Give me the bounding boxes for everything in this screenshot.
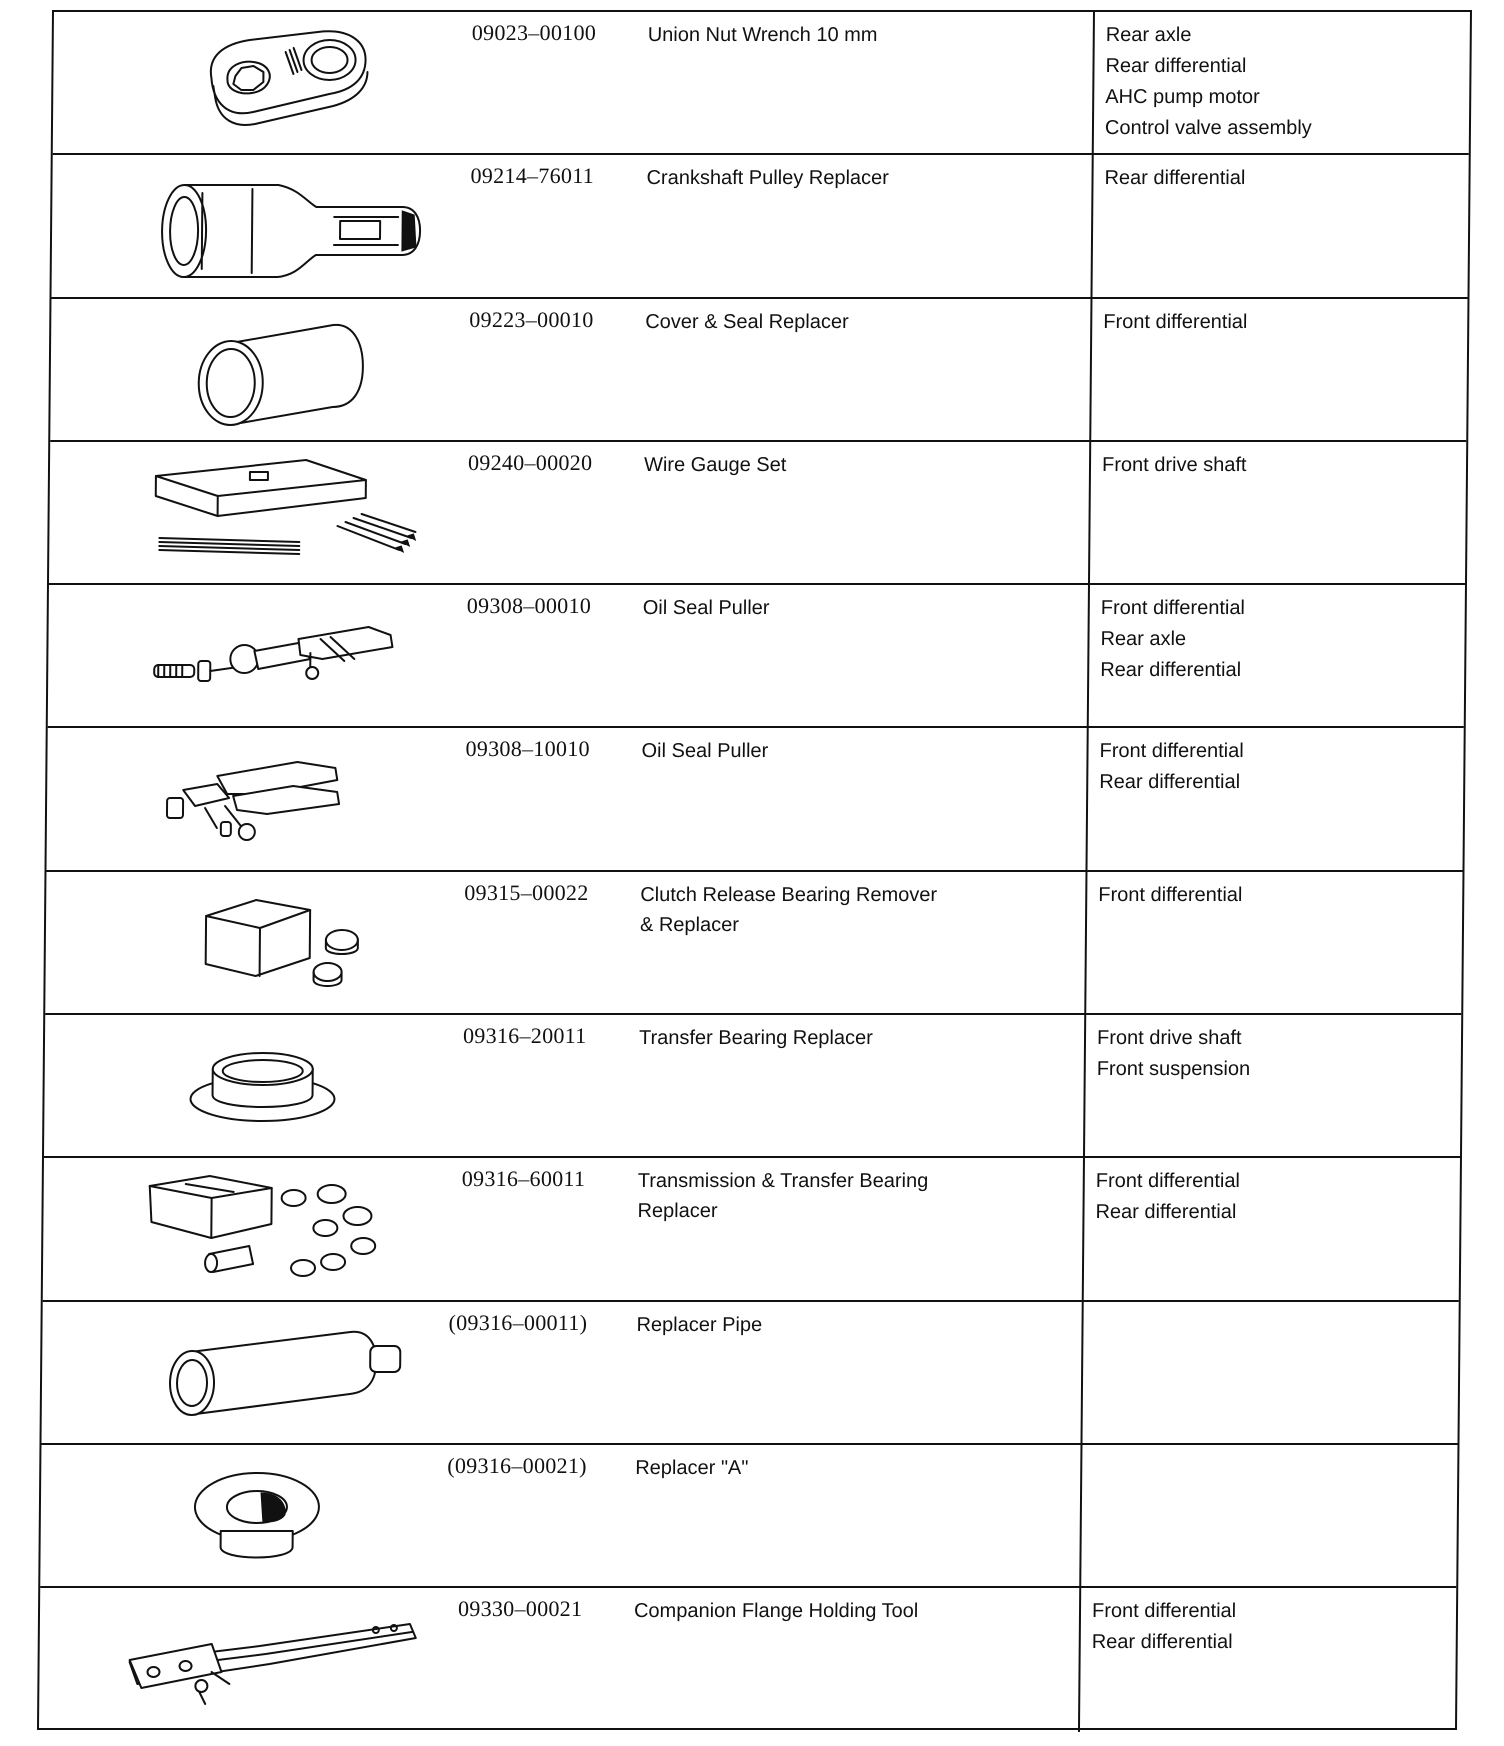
- part-name-line: Companion Flange Holding Tool: [633, 1600, 919, 1623]
- part-number: 09316–20011: [462, 1023, 587, 1049]
- part-name-line: Transfer Bearing Replacer: [638, 1027, 873, 1050]
- column-divider: [1092, 12, 1095, 153]
- part-name-line: & Replacer: [639, 913, 740, 936]
- part-name-line: Replacer Pipe: [636, 1313, 763, 1336]
- part-number: (09316–00011): [448, 1309, 588, 1335]
- wire-gauge-set-icon: [99, 446, 430, 580]
- part-name-line: Oil Seal Puller: [641, 740, 769, 763]
- cover-seal-replacer-icon: [100, 303, 431, 437]
- part-name-line: Oil Seal Puller: [642, 597, 770, 620]
- table-row: [43, 1158, 1460, 1301]
- application-item: Front drive shaft: [1101, 453, 1247, 476]
- clutch-release-bearing-kit-icon: [95, 876, 426, 1010]
- applications-list: [1102, 450, 1452, 481]
- part-name: [640, 880, 1041, 940]
- applications-list: [1105, 20, 1456, 144]
- application-item: Front differential: [1100, 597, 1246, 620]
- oil-seal-puller-slide-hammer-icon: [98, 589, 429, 723]
- applications-list: [1095, 1166, 1446, 1228]
- applications-list: [1092, 1596, 1443, 1658]
- part-number: 09308–10010: [465, 736, 590, 762]
- application-item: Front differential: [1103, 310, 1248, 333]
- part-name-line: Crankshaft Pulley Replacer: [646, 167, 889, 190]
- applications-list: [1100, 593, 1451, 686]
- column-divider: [1078, 1588, 1081, 1731]
- part-name: [646, 163, 1046, 193]
- part-name: [635, 1453, 1035, 1483]
- transmission-bearing-kit-icon: [93, 1162, 424, 1296]
- replacer-pipe-icon: [92, 1306, 423, 1440]
- crankshaft-pulley-replacer-icon: [102, 159, 433, 293]
- table-row: [48, 585, 1465, 728]
- application-item: Front differential: [1095, 1170, 1241, 1193]
- part-name: [643, 593, 1043, 623]
- column-divider: [1089, 299, 1092, 440]
- column-divider: [1080, 1302, 1083, 1443]
- applications-list: [1104, 163, 1454, 194]
- application-item: Rear differential: [1095, 1201, 1237, 1224]
- part-name-line: Replacer "A": [635, 1456, 749, 1479]
- application-item: Rear differential: [1091, 1631, 1233, 1654]
- application-item: Front differential: [1091, 1600, 1237, 1623]
- applications-list: [1098, 880, 1448, 911]
- part-number: 09214–76011: [470, 163, 595, 189]
- applications-list: [1103, 307, 1453, 338]
- part-name: [637, 1166, 1038, 1226]
- table-row: [46, 728, 1463, 871]
- application-item: Front suspension: [1096, 1058, 1251, 1081]
- part-number: 09023–00100: [471, 20, 597, 45]
- part-number: 09223–00010: [469, 306, 594, 332]
- column-divider: [1088, 442, 1091, 583]
- part-name: [645, 307, 1045, 337]
- table-row: [41, 1302, 1458, 1445]
- part-name: [634, 1596, 1034, 1626]
- part-number: 09308–00010: [466, 593, 592, 619]
- application-item: Rear differential: [1100, 659, 1242, 682]
- table-row: [40, 1445, 1457, 1588]
- application-item: Control valve assembly: [1104, 117, 1312, 139]
- column-divider: [1090, 155, 1093, 296]
- application-item: Rear axle: [1105, 24, 1192, 46]
- column-divider: [1079, 1445, 1082, 1586]
- part-number: (09316–00021): [447, 1452, 587, 1478]
- part-name: [644, 450, 1044, 480]
- table-row: [44, 1015, 1461, 1158]
- application-item: Front differential: [1098, 883, 1243, 906]
- application-item: Front differential: [1099, 740, 1244, 763]
- part-number: 09316–60011: [461, 1166, 586, 1192]
- part-name-line: Clutch Release Bearing Remover: [640, 883, 938, 906]
- part-name-line: Union Nut Wrench 10 mm: [647, 24, 878, 46]
- column-divider: [1083, 1015, 1086, 1156]
- table-row: [50, 299, 1467, 442]
- application-item: Front drive shaft: [1096, 1027, 1242, 1050]
- companion-flange-holding-tool-icon: [89, 1592, 420, 1726]
- table-row: [45, 872, 1462, 1015]
- column-divider: [1084, 872, 1087, 1013]
- special-service-tools-table: [37, 10, 1472, 1730]
- part-number: 09240–00020: [467, 449, 593, 475]
- replacer-a-icon: [90, 1449, 421, 1583]
- application-item: AHC pump motor: [1105, 86, 1260, 108]
- part-name: [641, 736, 1041, 766]
- part-name-line: Replacer: [637, 1200, 718, 1223]
- part-name: [648, 20, 1048, 50]
- oil-seal-puller-icon: [97, 732, 428, 866]
- applications-list: [1097, 1023, 1448, 1085]
- part-name: [639, 1023, 1039, 1053]
- application-item: Rear differential: [1099, 771, 1241, 794]
- table-row: [39, 1588, 1456, 1731]
- applications-list: [1099, 736, 1450, 798]
- union-nut-wrench-icon: [103, 16, 434, 150]
- column-divider: [1082, 1158, 1085, 1299]
- part-name-line: Transmission & Transfer Bearing: [637, 1170, 929, 1193]
- part-name-line: Wire Gauge Set: [643, 453, 787, 476]
- table-row: [51, 155, 1468, 298]
- part-number: 09315–00022: [464, 879, 589, 905]
- column-divider: [1085, 728, 1088, 869]
- part-name: [636, 1310, 1036, 1340]
- table-row: [49, 442, 1466, 585]
- application-item: Rear axle: [1100, 628, 1187, 651]
- transfer-bearing-replacer-icon: [94, 1019, 425, 1153]
- application-item: Rear differential: [1105, 55, 1247, 77]
- part-name-line: Cover & Seal Replacer: [645, 310, 849, 333]
- column-divider: [1087, 585, 1090, 726]
- table-row: [53, 12, 1470, 155]
- application-item: Rear differential: [1104, 167, 1246, 190]
- part-number: 09330–00021: [457, 1596, 583, 1622]
